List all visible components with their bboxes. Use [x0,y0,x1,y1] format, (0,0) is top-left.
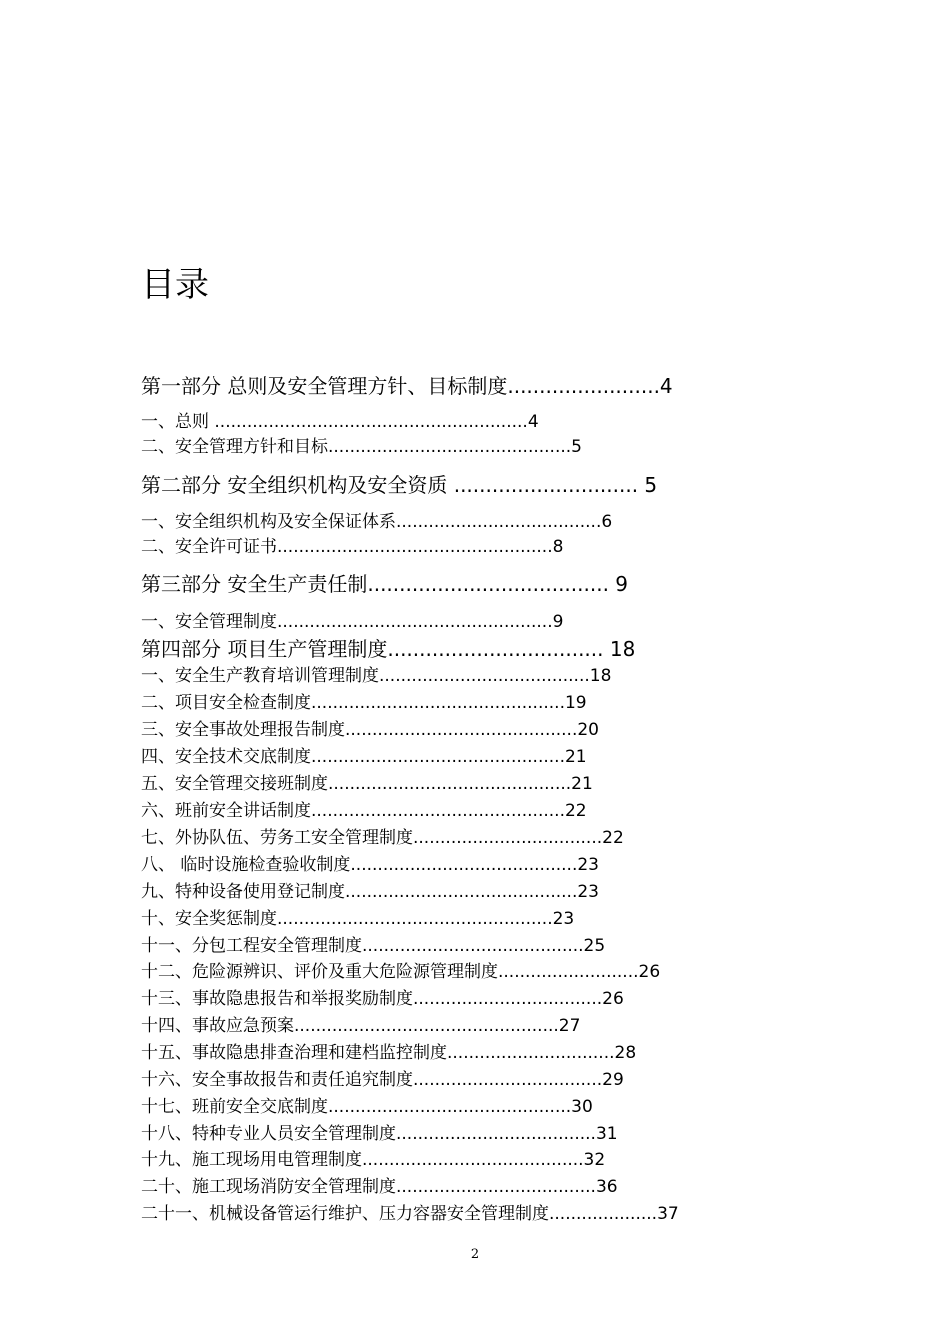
toc-entry: 二、项目安全检查制度...............................................19 [141,693,587,713]
toc-entry: 五、安全管理交接班制度.............................................21 [141,774,593,794]
toc-part-heading: 第二部分 安全组织机构及安全资质 ............................. 5 [141,473,658,497]
toc-entry: 二十一、机械设备管运行维护、压力容器安全管理制度....................37 [141,1204,679,1224]
page-number: 2 [470,1247,480,1262]
toc-entry: 十一、分包工程安全管理制度.........................................25 [141,936,606,956]
toc-entry: 十二、危险源辨识、评价及重大危险源管理制度..........................26 [141,962,661,982]
toc-entry: 二、安全许可证书...................................................8 [141,537,564,557]
toc-entry: 四、安全技术交底制度...............................................21 [141,747,587,767]
toc-entry: 八、 临时设施检查验收制度..........................................23 [141,855,599,875]
toc-entry: 六、班前安全讲话制度...............................................22 [141,801,587,821]
toc-entry: 二十、施工现场消防安全管理制度.....................................36 [141,1177,618,1197]
toc-entry: 一、安全组织机构及安全保证体系......................................6 [141,512,613,532]
toc-entry: 一、安全管理制度...................................................9 [141,612,564,632]
toc-entry: 十九、施工现场用电管理制度.........................................32 [141,1150,606,1170]
toc-entry: 九、特种设备使用登记制度...........................................23 [141,882,599,902]
toc-entry: 十三、事故隐患报告和举报奖励制度...................................26 [141,989,624,1009]
toc-entry: 十七、班前安全交底制度.............................................30 [141,1097,593,1117]
toc-entry: 一、安全生产教育培训管理制度.......................................18 [141,666,612,686]
toc-entry: 十五、事故隐患排查治理和建档监控制度...............................28 [141,1043,637,1063]
toc-entry: 十、安全奖惩制度...................................................23 [141,909,575,929]
page-title: 目录 [141,265,209,305]
toc-part-heading: 第四部分 项目生产管理制度.................................. 18 [141,637,636,661]
toc-part-heading: 第一部分 总则及安全管理方针、目标制度........................4 [141,374,673,398]
toc-entry: 七、外协队伍、劳务工安全管理制度...................................22 [141,828,624,848]
toc-entry: 十四、事故应急预案.................................................27 [141,1016,581,1036]
toc-entry: 二、安全管理方针和目标.............................................5 [141,437,582,457]
toc-entry: 十六、安全事故报告和责任追究制度...................................29 [141,1070,624,1090]
toc-part-heading: 第三部分 安全生产责任制...................................... 9 [141,572,629,596]
toc-entry: 一、总则 ..........................................................4 [141,412,539,432]
toc-entry: 三、安全事故处理报告制度...........................................20 [141,720,599,740]
toc-entry: 十八、特种专业人员安全管理制度.....................................31 [141,1124,618,1144]
